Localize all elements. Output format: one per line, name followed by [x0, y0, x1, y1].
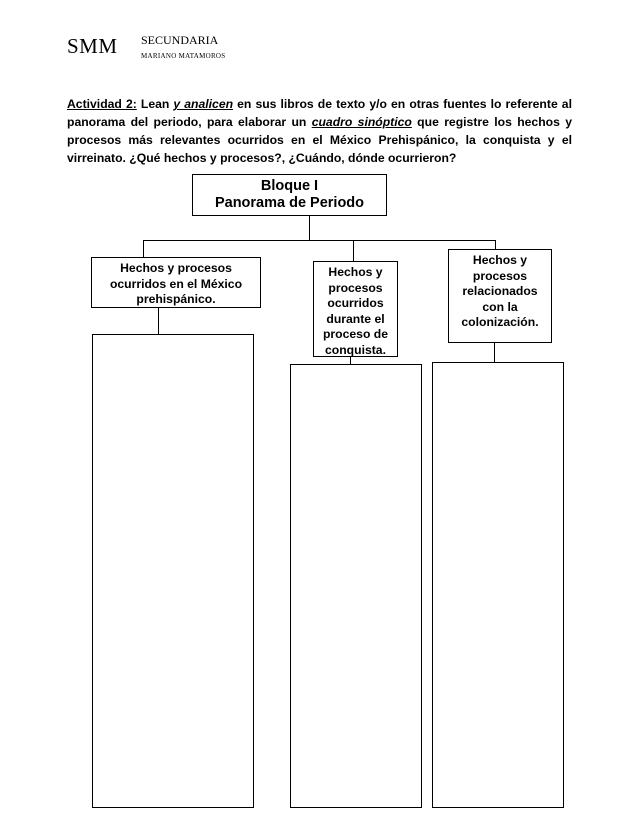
answer-box-colonization — [432, 362, 564, 808]
activity-text-3: que registre los hechos y procesos más relevantes ocurridos en el México Prehispánico, la conquista y el virreinato. ¿Qué hechos y procesos?, ¿Cuándo, dónde ocurrieron? — [67, 115, 572, 165]
diagram-title-line-2: Panorama de Periodo — [214, 195, 365, 211]
connector-branch-3-down — [494, 343, 495, 362]
branch-box-conquest — [313, 261, 398, 357]
branch-label-prehispanic: Hechos y procesos ocurridos en el México prehispánico. — [109, 261, 243, 306]
branch-box-colonization — [448, 249, 552, 343]
connector-branch-1-down — [158, 308, 159, 334]
activity-text-2: en sus libros de texto y/o en otras fuentes lo referente al panorama del periodo, para elaborar un — [67, 97, 572, 129]
branch-label-colonization: Hechos y procesos relacionados con la colonización. — [461, 253, 539, 329]
diagram-title-box — [192, 174, 387, 216]
activity-emphasis-1: y analicen — [173, 97, 234, 111]
branch-box-prehispanic — [91, 257, 261, 308]
activity-emphasis-2: cuadro sinóptico — [311, 115, 412, 129]
answer-box-conquest — [290, 364, 422, 808]
connector-branch-2 — [353, 240, 354, 261]
connector-branch-2-down — [350, 357, 351, 364]
logo-smm: SMM — [67, 34, 118, 58]
school-name: MARIANO MATAMOROS — [141, 52, 226, 60]
connector-title-down — [309, 216, 310, 240]
connector-branch-3 — [495, 240, 496, 249]
connector-horizontal — [143, 240, 496, 241]
activity-text-1: Lean — [136, 97, 174, 111]
answer-box-prehispanic — [92, 334, 254, 808]
diagram-title-line-1: Bloque I — [260, 178, 319, 194]
activity-instructions — [67, 95, 572, 167]
school-level: SECUNDARIA — [141, 33, 219, 47]
branch-label-conquest: Hechos y procesos ocurridos durante el proceso de conquista. — [322, 265, 389, 357]
connector-branch-1 — [143, 240, 144, 257]
activity-label: Actividad 2: — [67, 97, 137, 111]
